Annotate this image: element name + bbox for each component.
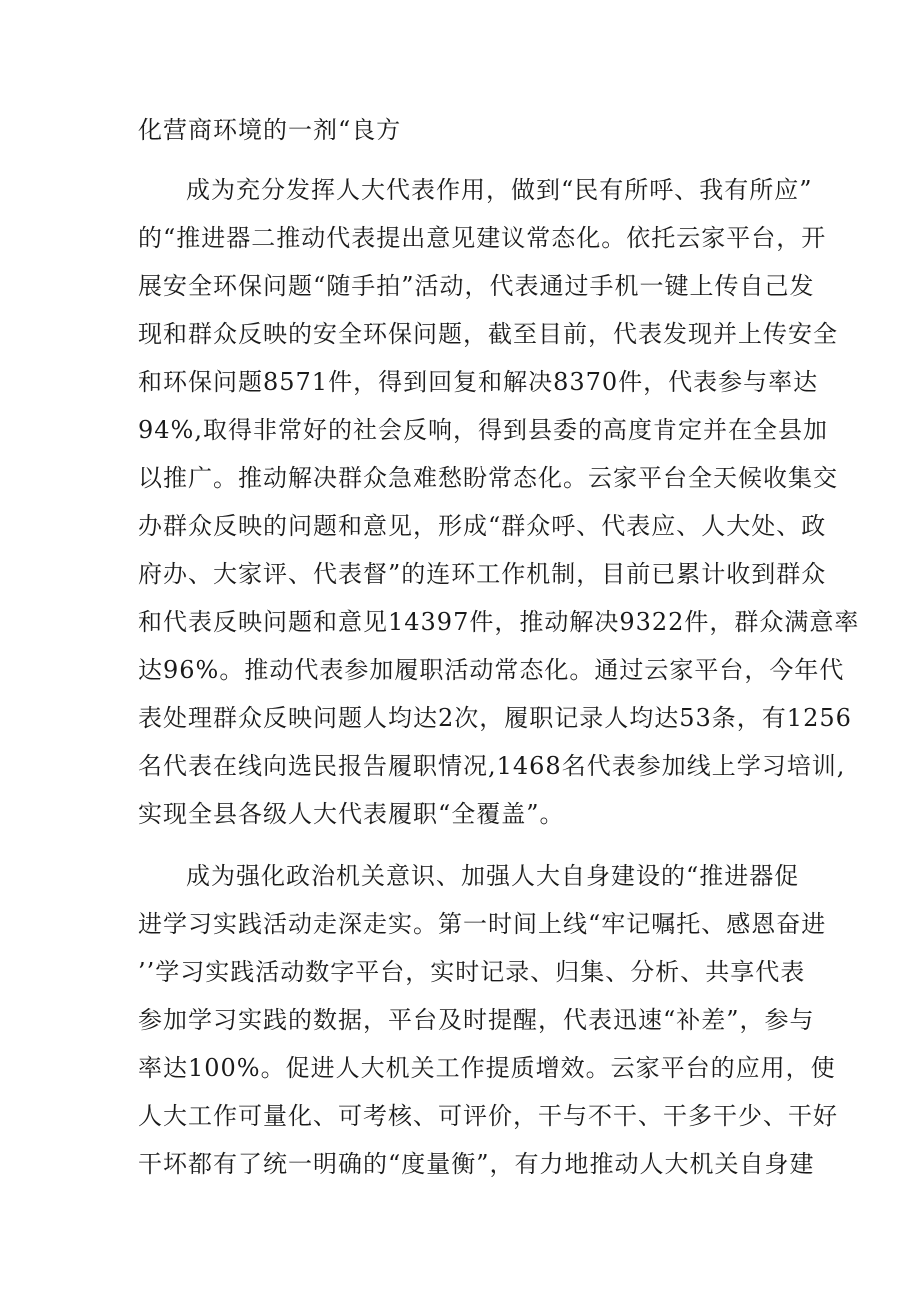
text-line: 进学习实践活动走深走实。第一时间上线“牢记嘱托、感恩奋进 [138, 910, 827, 938]
text-line: 的“推进器二推动代表提出意见建议常态化。依托云家平台，开 [138, 224, 827, 252]
text-line: 和代表反映问题和意见14397件，推动解决9322件，群众满意率 [138, 608, 860, 636]
text-line: 参加学习实践的数据，平台及时提醒，代表迅速“补差”，参与 [138, 1006, 815, 1034]
text-line: 实现全县各级人大代表履职“全覆盖”。 [138, 800, 565, 828]
text-line: 现和群众反映的安全环保问题，截至目前，代表发现并上传安全 [138, 320, 838, 348]
text-line: 府办、大家评、代表督”的连环工作机制，目前已累计收到群众 [138, 560, 827, 588]
text-line: 和环保问题8571件，得到回复和解决8370件，代表参与率达 [138, 368, 819, 396]
text-line: 率达100%。促进人大机关工作提质增效。云家平台的应用，使 [138, 1054, 836, 1082]
text-line: 94%,取得非常好的社会反响，得到县委的高度肯定并在全县加 [138, 416, 828, 444]
text-line: 化营商环境的一剂“良方 [138, 116, 402, 144]
text-line: 达96%。推动代表参加履职活动常态化。通过云家平台，今年代 [138, 656, 845, 684]
text-line: ’’学习实践活动数字平台，实时记录、归集、分析、共享代表 [138, 958, 806, 986]
paragraph-first-line: 成为强化政治机关意识、加强人大自身建设的“推进器促 [186, 862, 800, 890]
text-line: 名代表在线向选民报告履职情况,1468名代表参加线上学习培训, [138, 752, 846, 780]
text-line: 表处理群众反映问题人均达2次，履职记录人均达53条，有1256 [138, 704, 852, 732]
text-line: 人大工作可量化、可考核、可评价，干与不干、干多干少、干好 [138, 1102, 838, 1130]
paragraph-first-line: 成为充分发挥人大代表作用，做到“民有所呼、我有所应” [186, 176, 813, 204]
text-line: 以推广。推动解决群众急难愁盼常态化。云家平台全天候收集交 [138, 464, 838, 492]
text-line: 干坏都有了统一明确的“度量衡”，有力地推动人大机关自身建 [138, 1150, 815, 1178]
text-line: 展安全环保问题“随手拍”活动，代表通过手机一键上传自己发 [138, 272, 815, 300]
text-line: 办群众反映的问题和意见，形成“群众呼、代表应、人大处、政 [138, 512, 827, 540]
